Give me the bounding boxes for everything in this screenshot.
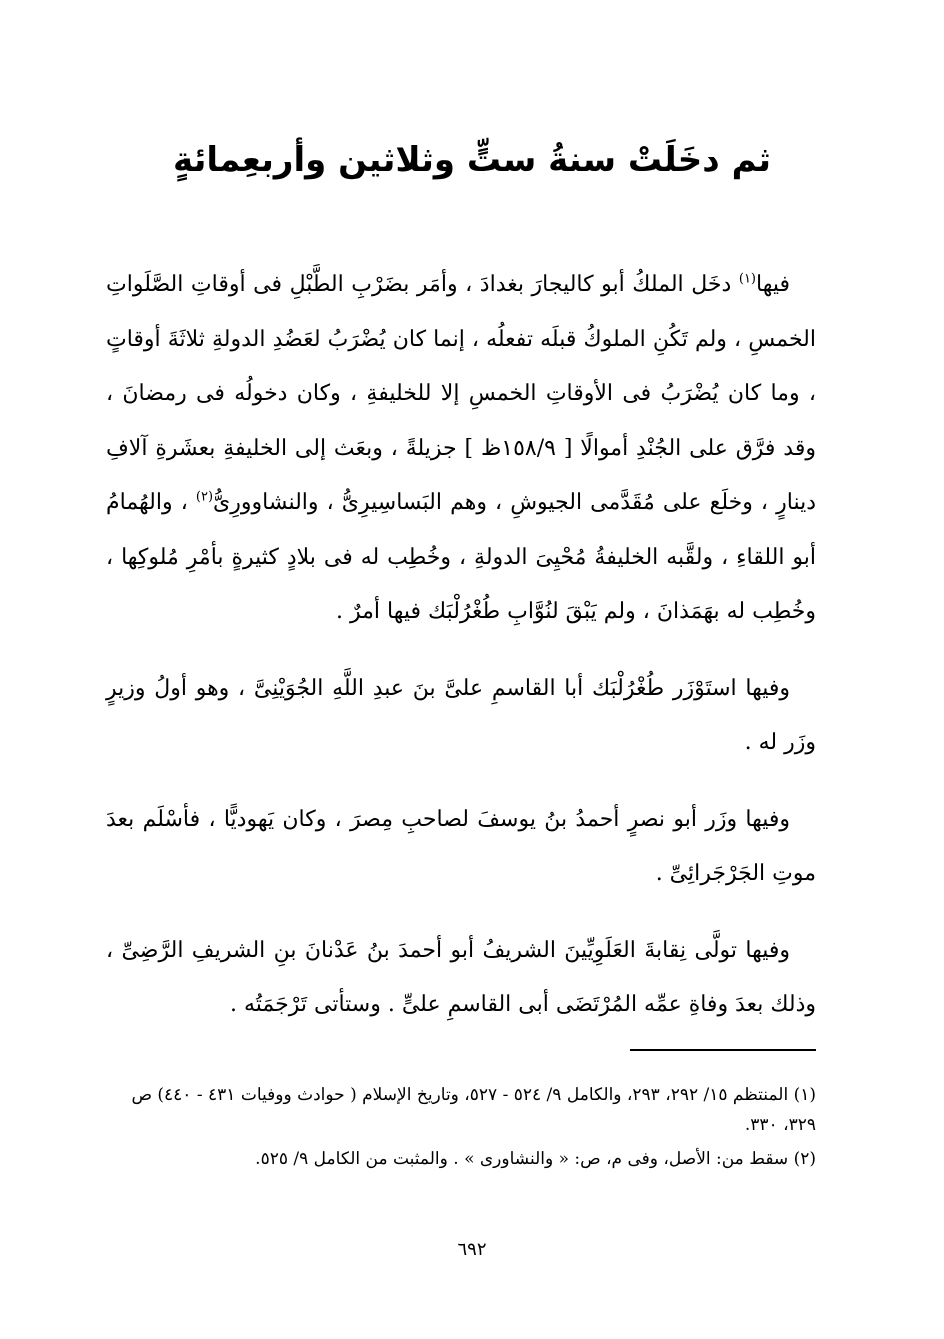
page-number: ٦٩٢ <box>457 1239 487 1260</box>
paragraph-1-text: دخَل الملكُ أبو كاليجارَ بغدادَ ، وأمَر بضَرْبِ الطَّبْلِ فى أوقاتِ الصَّلَواتِ الخمسِ ، ولم تَكُنِ الملوكُ قبلَه تفعلُه ، إنما كان يُضْرَبُ لعَضُدِ الدولةِ ثلاثَةَ أوقاتٍ ، وما كان يُضْرَبُ فى الأوقاتِ الخمسِ إلا للخليفةِ ، وكان دخولُه فى رمضانَ ، وقد فرَّق على الجُنْدِ أموالًا [ ١٥٨/٩ظ ] جزيلةً ، وبعَث إلى الخليفةِ بعشَرةِ آلافِ دينارٍ ، وخلَع على مُقَدَّمى الجيوشِ ، وهم البَساسِيرِىُّ ، والنشاوورِىُّ <box>106 272 816 515</box>
paragraph-1-lead: فيها <box>756 272 790 297</box>
paragraph-1-text-continued: ، والهُمامُ أبو اللقاءِ ، ولقَّبه الخليفةُ مُحْيِىَ الدولةِ ، وخُطِب له فى بلادٍ كثيرةٍ بأمْرِ مُلوكِها ، وخُطِب له بهَمَذانَ ، ولم يَبْقَ لنُوَّابِ طُغْرُلْبَك فيها أمرٌ . <box>106 490 816 624</box>
paragraph-4: وفيها تولَّى نِقابةَ العَلَوِيِّينَ الشريفُ أبو أحمدَ بنُ عَدْنانَ بنِ الشريفِ الرَّضِىِّ ، وذلك بعدَ وفاةِ عمِّه المُرْتَضَى أبى القاسمِ علىٍّ . وستأتى تَرْجَمَتُه . <box>106 937 816 1017</box>
footnote-ref-2[interactable]: (٢) <box>195 489 214 505</box>
chapter-heading: ثم دخَلَتْ سنةُ ستٍّ وثلاثين وأربعِمائةٍ <box>172 140 772 180</box>
footnote-ref-1[interactable]: (١) <box>738 271 756 287</box>
footnote-1: (١) المنتظم ١٥/ ٢٩٢، ٢٩٣، والكامل ٩/ ٥٢٤ - ٥٢٧، وتاريخ الإسلام ( حوادث ووفيات ٤٣١ - ٤٤٠) ص ٣٢٩، ٣٣٠. <box>131 1085 816 1135</box>
paragraph-2: وفيها استَوْزَر طُغْرُلْبَك أبا القاسمِ علىَّ بنَ عبدِ اللَّهِ الجُوَيْنِىَّ ، وهو أولُ وزيرٍ وزَر له . <box>106 675 816 755</box>
footnotes <box>106 1080 816 1178</box>
footnote-2: (٢) سقط من: الأصل، وفى م، ص: « والنشاورى » . والمثبت من الكامل ٩/ ٥٢٥. <box>255 1149 816 1169</box>
main-text <box>106 258 816 1055</box>
paragraph-3: وفيها وزَر أبو نصرٍ أحمدُ بنُ يوسفَ لصاحبِ مِصرَ ، وكان يَهوديًّا ، فأسْلَم بعدَ موتِ الجَرْجَرائِىِّ . <box>106 806 816 886</box>
paragraph-1 <box>106 258 816 640</box>
footnote-divider <box>630 1049 816 1051</box>
